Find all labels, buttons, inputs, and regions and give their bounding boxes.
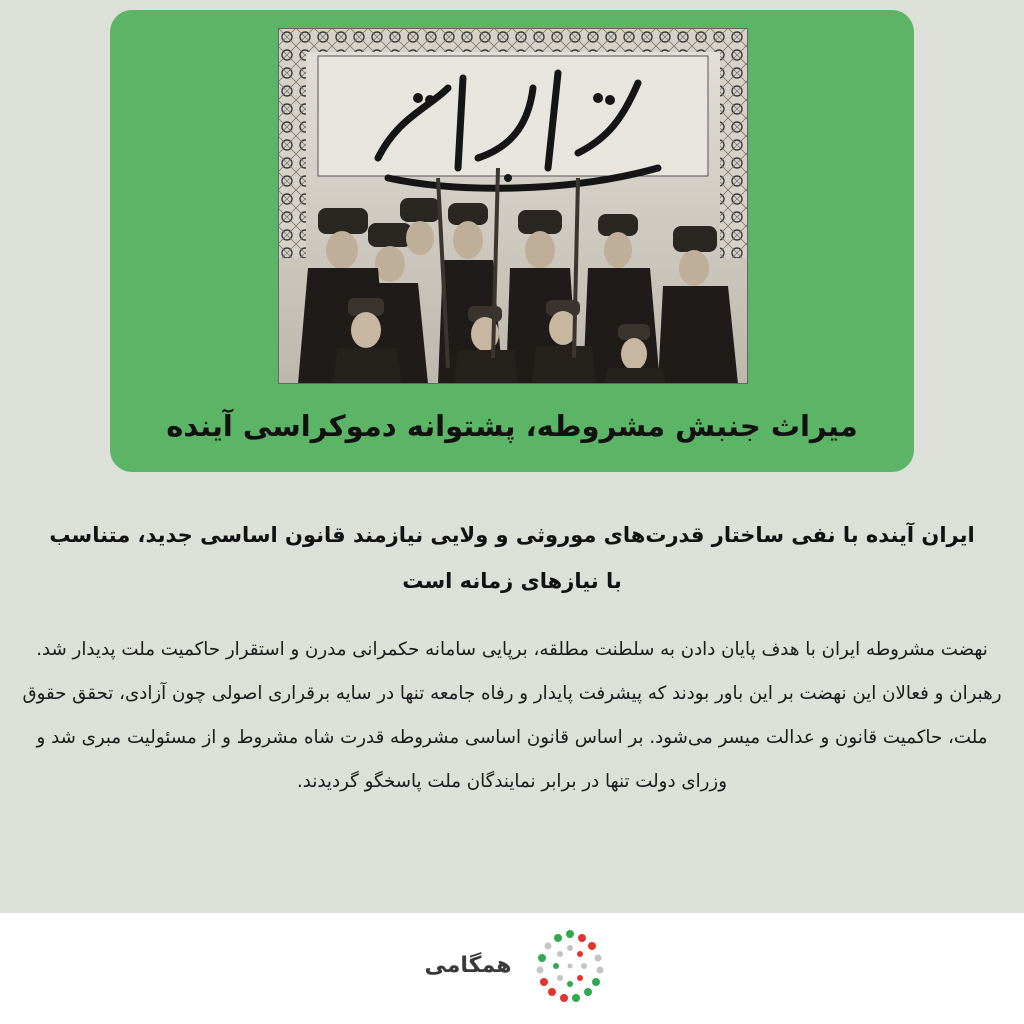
hamgami-dots-logo-icon (530, 926, 610, 1006)
headline-card (110, 10, 914, 472)
logo-text: همگامی (424, 953, 512, 978)
historical-photo-illustration (278, 28, 748, 384)
historical-photo (278, 28, 748, 384)
subheading: ایران آینده با نفی ساختار قدرت‌های موروثی و ولایی نیازمند قانون اساسی جدید، متناسب با نیازهای زمانه است (49, 523, 975, 593)
card-title: میراث جنبش مشروطه، پشتوانه دموکراسی آینده (166, 409, 858, 443)
body-paragraph: نهضت مشروطه ایران با هدف پایان دادن به سلطنت مطلقه، برپایی سامانه حکمرانی مدرن و استقرار حاکمیت ملت پدیدار شد. رهبران و فعالان این نهضت بر این باور بودند که پیشرفت پایدار و رفاه جامعه تنها در سایه برقراری اصولی چون آزادی، تحقق حقوق ملت، حاکمیت قانون و عدالت میسر می‌شود. بر اساس قانون اساسی مشروطه قدرت شاه مشروط و از مسئولیت مبری شد و وزرای دولت تنها در برابر نمایندگان ملت پاسخگو گردیدند. (22, 639, 1002, 792)
